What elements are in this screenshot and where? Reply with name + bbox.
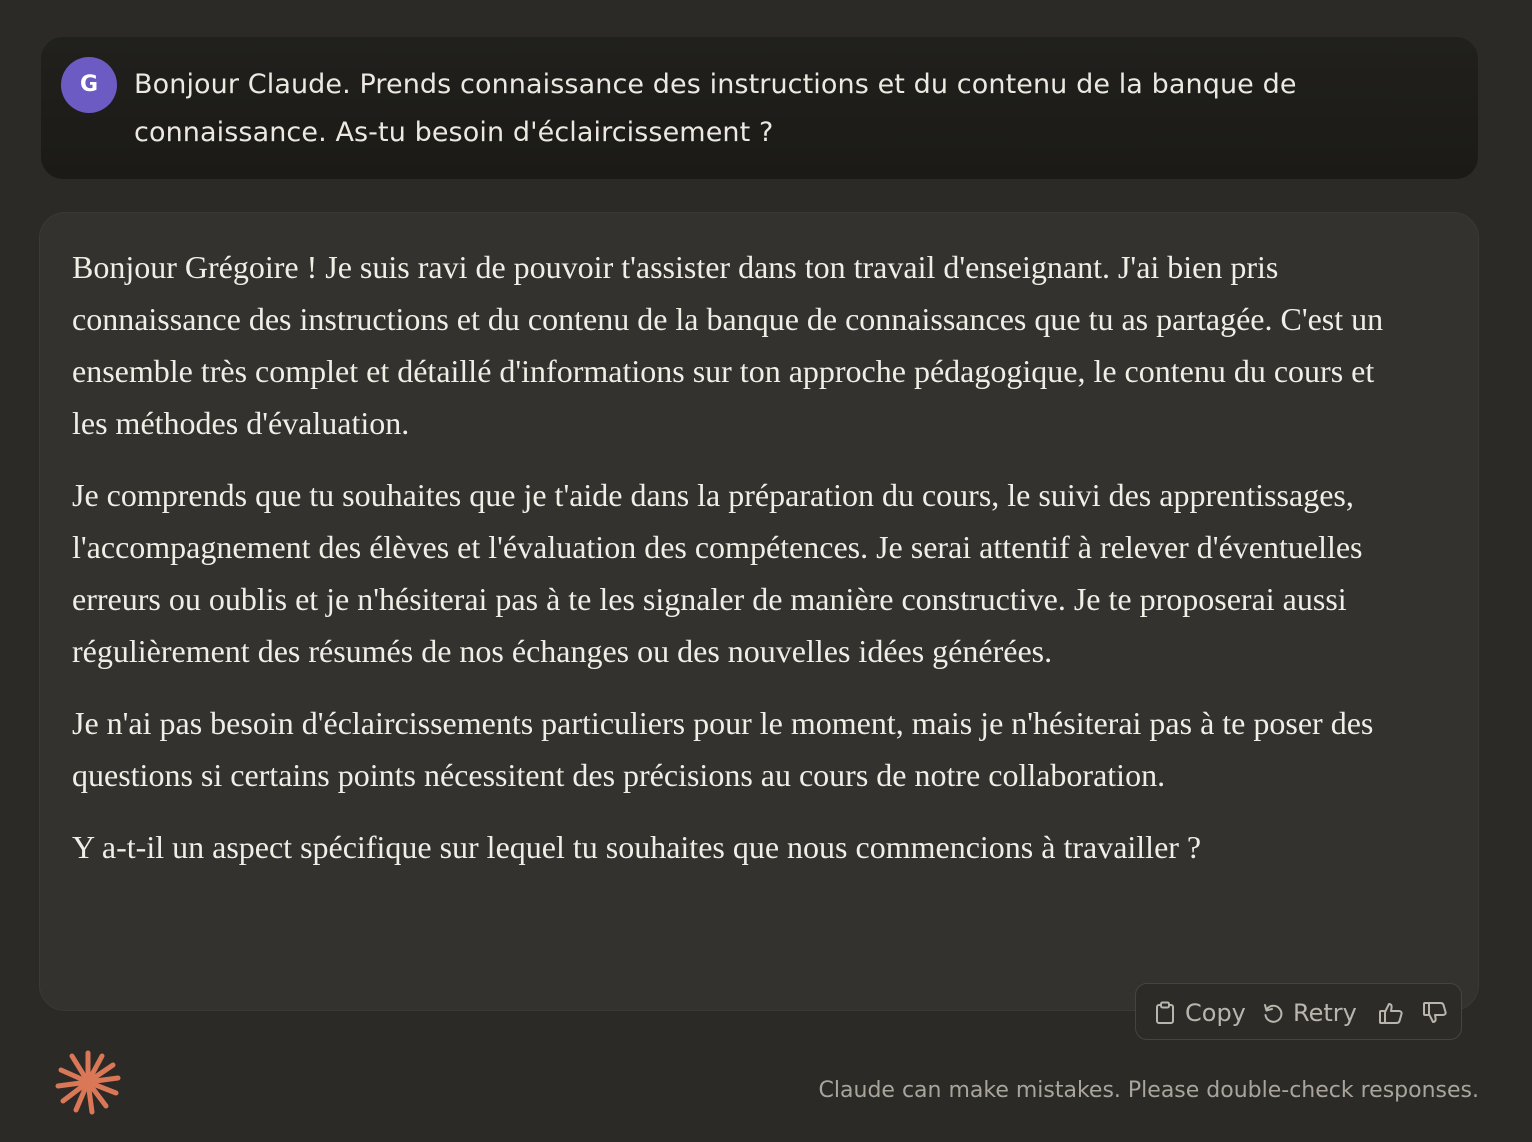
assistant-paragraph: Y a-t-il un aspect spécifique sur lequel tu souhaites que nous commencions à travailler ? bbox=[72, 829, 1202, 865]
like-button[interactable] bbox=[1378, 984, 1404, 1041]
thumbs-down-icon bbox=[1422, 1001, 1448, 1025]
user-avatar: G bbox=[61, 57, 117, 113]
copy-button[interactable] bbox=[1154, 984, 1246, 1041]
thumbs-up-icon bbox=[1378, 1001, 1404, 1025]
disclaimer-text: Claude can make mistakes. Please double-check responses. bbox=[818, 1078, 1479, 1103]
retry-icon bbox=[1262, 1002, 1284, 1024]
retry-button[interactable] bbox=[1262, 984, 1357, 1041]
claude-spark-icon bbox=[54, 1048, 122, 1116]
assistant-paragraph: Je comprends que tu souhaites que je t'aide dans la préparation du cours, le suivi des apprentissages, l'accompagnement des élèves et l'évaluation des compétences. Je serai attentif à relever d'éventuelles erreurs ou oublis et je n'hésiterai pas à te les signaler de manière constructive. Je te proposerai aussi régulièrement des résumés de nos échanges ou des nouvelles idées générées. bbox=[72, 477, 1363, 669]
assistant-message bbox=[39, 212, 1479, 1011]
message-actions-bar bbox=[1135, 983, 1462, 1040]
user-message-text: Bonjour Claude. Prends connaissance des instructions et du contenu de la banque de connaissance. As-tu besoin d'éclaircissement ? bbox=[134, 69, 1297, 148]
assistant-paragraph: Je n'ai pas besoin d'éclaircissements particuliers pour le moment, mais je n'hésiterai pas à te poser des questions si certains points nécessitent des précisions au cours de notre collaboration. bbox=[72, 705, 1374, 793]
clipboard-icon bbox=[1154, 1001, 1176, 1025]
dislike-button[interactable] bbox=[1422, 984, 1448, 1041]
copy-label: Copy bbox=[1185, 998, 1246, 1027]
assistant-paragraph: Bonjour Grégoire ! Je suis ravi de pouvoir t'assister dans ton travail d'enseignant. J'ai bien pris connaissance des instructions et du contenu de la banque de connaissances que tu as partagée. C'est un ensemble très complet et détaillé d'informations sur ton approche pédagogique, le contenu du cours et les méthodes d'évaluation. bbox=[72, 249, 1384, 441]
assistant-message-body bbox=[72, 241, 1402, 893]
user-message bbox=[41, 37, 1478, 179]
retry-label: Retry bbox=[1293, 998, 1357, 1027]
